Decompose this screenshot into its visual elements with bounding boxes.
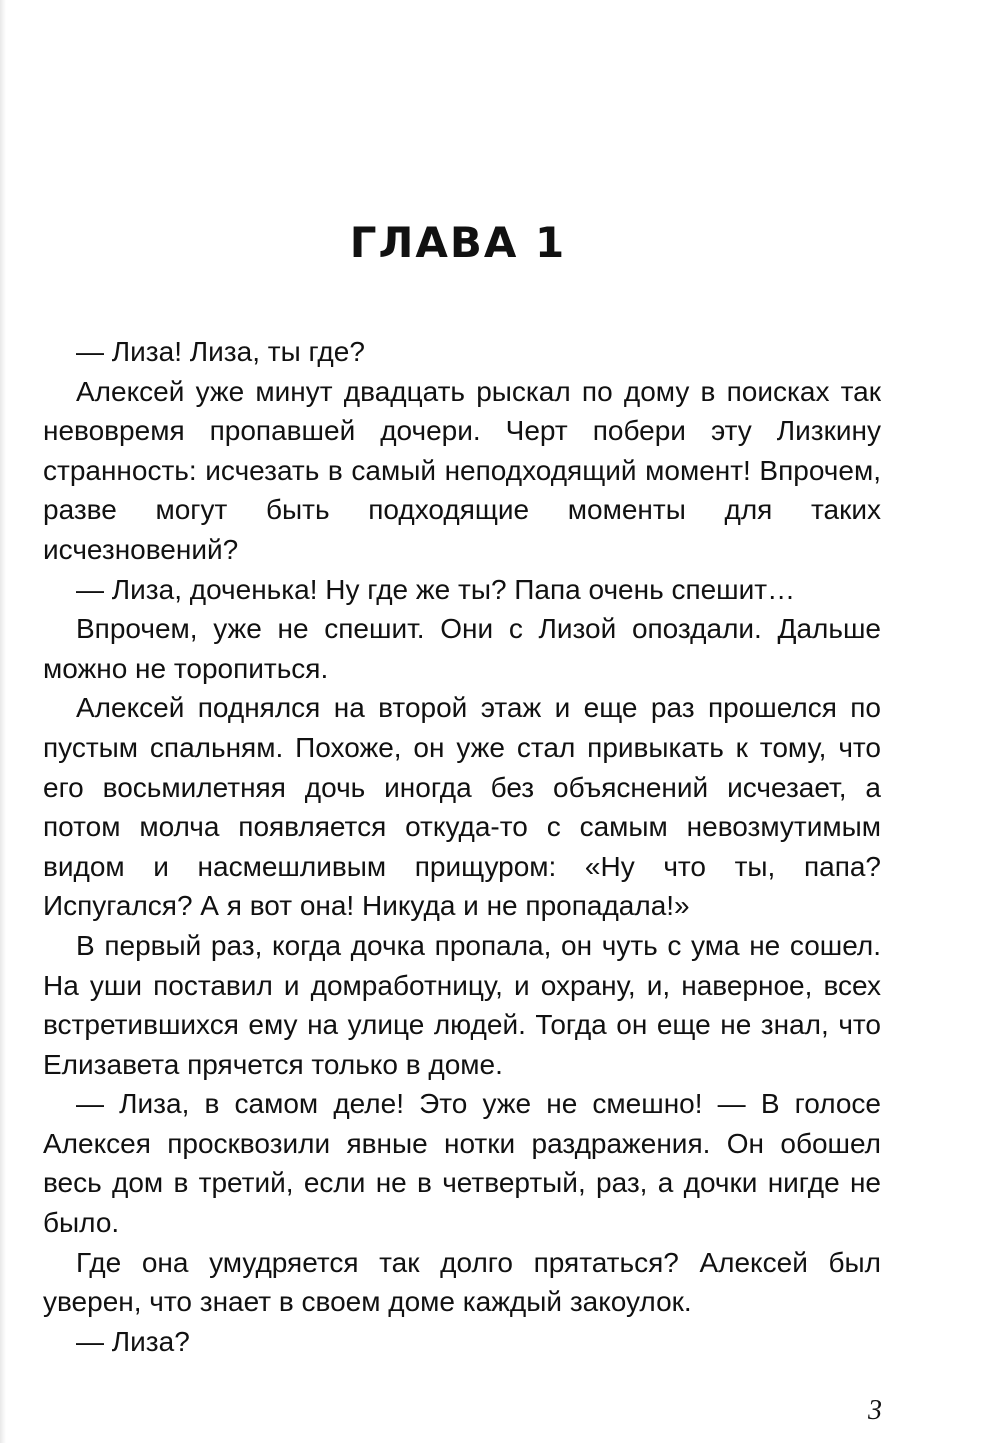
- paragraph: — Лиза, в самом деле! Это уже не смешно! — В голосе Алексея просквозили явные нотки раздражения. Он обошел весь дом в третий, если не в четвертый, раз, а дочки нигде не было.: [43, 1088, 881, 1239]
- paragraph: Где она умудряется так долго прятаться? Алексей был уверен, что знает в своем доме каждый закоулок.: [43, 1246, 881, 1318]
- chapter-title: ГЛАВА 1: [349, 218, 567, 267]
- paragraph: — Лиза! Лиза, ты где?: [76, 336, 365, 367]
- paragraph: — Лиза, доченька! Ну где же ты? Папа очень спешит…: [76, 573, 796, 605]
- paragraph: Алексей уже минут двадцать рыскал по дому в поисках так невовремя пропавшей дочери. Черт побери эту Лизкину странность: исчезать в самый неподходящий момент! Впрочем, разве могут быть подходящие моменты для таких исчезновений?: [43, 375, 881, 565]
- paragraph: Впрочем, уже не спешит. Они с Лизой опоздали. Дальше можно не торопиться.: [43, 613, 881, 684]
- page-edge: [0, 0, 6, 1443]
- paragraph: Алексей поднялся на второй этаж и еще раз прошелся по пустым спальням. Похоже, он уже стал привыкать к тому, что его восьмилетняя дочь иногда без объяснений исчезает, а потом молча появляется откуда-то с самым невозмутимым видом и насмешливым прищуром: «Ну что ты, папа? Испугался? А я вот она! Никуда и не пропадала!»: [43, 692, 881, 922]
- page-number: 3: [868, 1395, 882, 1426]
- paragraph: — Лиза?: [76, 1325, 190, 1357]
- paragraph: В первый раз, когда дочка пропала, он чуть с ума не сошел. На уши поставил и домработницу, и охрану, и, наверное, всех встретившихся ему на улице людей. Тогда он еще не знал, что Елизавета прячется только в доме.: [43, 929, 881, 1080]
- chapter-body: [43, 332, 881, 1361]
